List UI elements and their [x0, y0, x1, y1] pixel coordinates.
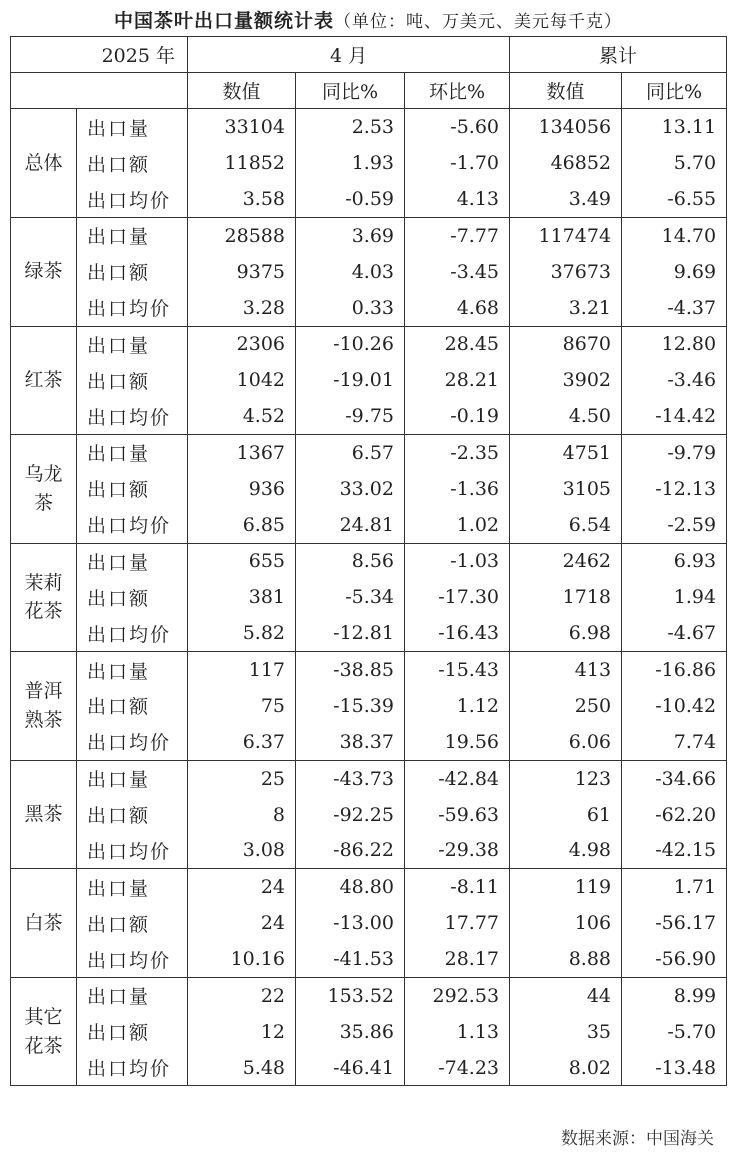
month-value-cell: 5.82 [188, 616, 296, 652]
month-value-cell: 12 [188, 1014, 296, 1050]
month-mom-cell: -15.43 [405, 652, 510, 688]
month-mom-cell: -1.70 [405, 145, 510, 181]
month-yoy-cell: 153.52 [296, 977, 405, 1013]
col-cum-yoy-header: 同比% [622, 73, 727, 109]
cumulative-header: 累计 [510, 37, 727, 73]
month-value-cell: 6.85 [188, 507, 296, 543]
category-cell [11, 109, 77, 218]
cum-value-cell: 8.88 [510, 941, 622, 977]
month-value-cell: 5.48 [188, 1050, 296, 1086]
month-mom-cell: 4.68 [405, 290, 510, 326]
month-mom-cell: 1.12 [405, 688, 510, 724]
month-mom-cell: -7.77 [405, 217, 510, 253]
month-value-cell: 3.58 [188, 181, 296, 217]
category-cell [11, 217, 77, 326]
month-mom-cell: -16.43 [405, 616, 510, 652]
month-value-cell: 3.08 [188, 833, 296, 869]
indicator-cell: 出口额 [77, 905, 188, 941]
cum-yoy-cell: -2.59 [622, 507, 727, 543]
cum-yoy-cell: -56.17 [622, 905, 727, 941]
table-row [11, 905, 727, 941]
month-mom-cell: 17.77 [405, 905, 510, 941]
category-label: 总体 [24, 151, 63, 174]
month-mom-cell: 1.13 [405, 1014, 510, 1050]
category-label: 其它花茶 [24, 1006, 63, 1057]
month-value-cell: 24 [188, 905, 296, 941]
cum-value-cell: 123 [510, 760, 622, 796]
title-text: 中国茶叶出口量额统计表 [113, 10, 334, 32]
category-label: 红茶 [24, 369, 63, 392]
cum-yoy-cell: -4.37 [622, 290, 727, 326]
month-mom-cell: 292.53 [405, 977, 510, 1013]
month-mom-cell: -5.60 [405, 109, 510, 145]
indicator-cell: 出口均价 [77, 616, 188, 652]
month-yoy-cell: 8.56 [296, 543, 405, 579]
indicator-cell: 出口额 [77, 254, 188, 290]
month-mom-cell: 28.21 [405, 362, 510, 398]
category-label: 普洱熟茶 [24, 680, 63, 731]
month-value-cell: 11852 [188, 145, 296, 181]
export-stats-table [10, 36, 727, 1086]
month-yoy-cell: -15.39 [296, 688, 405, 724]
cum-value-cell: 4751 [510, 435, 622, 471]
indicator-cell: 出口量 [77, 435, 188, 471]
month-value-cell: 2306 [188, 326, 296, 362]
cum-yoy-cell: -12.13 [622, 471, 727, 507]
table-row [11, 616, 727, 652]
table-row [11, 941, 727, 977]
cum-yoy-cell: 1.71 [622, 869, 727, 905]
month-value-cell: 3.28 [188, 290, 296, 326]
month-yoy-cell: -12.81 [296, 616, 405, 652]
cum-yoy-cell: 9.69 [622, 254, 727, 290]
cum-value-cell: 1718 [510, 579, 622, 615]
month-yoy-cell: 6.57 [296, 435, 405, 471]
month-mom-cell: -74.23 [405, 1050, 510, 1086]
month-yoy-cell: 35.86 [296, 1014, 405, 1050]
indicator-cell: 出口额 [77, 1014, 188, 1050]
month-value-cell: 8 [188, 796, 296, 832]
cum-yoy-cell: 12.80 [622, 326, 727, 362]
indicator-cell: 出口额 [77, 145, 188, 181]
indicator-cell: 出口量 [77, 109, 188, 145]
month-value-cell: 117 [188, 652, 296, 688]
category-label: 白茶 [24, 911, 63, 934]
col-yoy-header: 同比% [296, 73, 405, 109]
table-row [11, 507, 727, 543]
header-corner [11, 73, 188, 109]
cum-value-cell: 413 [510, 652, 622, 688]
month-mom-cell: -29.38 [405, 833, 510, 869]
cum-yoy-cell: -6.55 [622, 181, 727, 217]
indicator-cell: 出口额 [77, 688, 188, 724]
indicator-cell: 出口额 [77, 362, 188, 398]
cum-value-cell: 3902 [510, 362, 622, 398]
table-row [11, 398, 727, 434]
table-row [11, 1050, 727, 1086]
cum-value-cell: 8670 [510, 326, 622, 362]
cum-value-cell: 6.54 [510, 507, 622, 543]
cum-value-cell: 35 [510, 1014, 622, 1050]
cum-yoy-cell: -5.70 [622, 1014, 727, 1050]
category-label: 黑茶 [24, 803, 63, 826]
table-row [11, 977, 727, 1013]
cum-value-cell: 4.98 [510, 833, 622, 869]
month-mom-cell: -2.35 [405, 435, 510, 471]
col-cum-value-header: 数值 [510, 73, 622, 109]
table-row [11, 796, 727, 832]
cum-value-cell: 106 [510, 905, 622, 941]
cum-value-cell: 134056 [510, 109, 622, 145]
cum-yoy-cell: -62.20 [622, 796, 727, 832]
indicator-cell: 出口额 [77, 579, 188, 615]
month-yoy-cell: -46.41 [296, 1050, 405, 1086]
cum-yoy-cell: -14.42 [622, 398, 727, 434]
month-value-cell: 75 [188, 688, 296, 724]
month-mom-cell: -3.45 [405, 254, 510, 290]
month-value-cell: 33104 [188, 109, 296, 145]
cum-value-cell: 4.50 [510, 398, 622, 434]
indicator-cell: 出口量 [77, 977, 188, 1013]
table-row [11, 145, 727, 181]
indicator-cell: 出口均价 [77, 181, 188, 217]
month-header: 4 月 [188, 37, 510, 73]
month-value-cell: 22 [188, 977, 296, 1013]
category-cell [11, 652, 77, 761]
month-value-cell: 1367 [188, 435, 296, 471]
cum-yoy-cell: 6.93 [622, 543, 727, 579]
indicator-cell: 出口均价 [77, 398, 188, 434]
cum-yoy-cell: 13.11 [622, 109, 727, 145]
month-mom-cell: 1.02 [405, 507, 510, 543]
cum-yoy-cell: 1.94 [622, 579, 727, 615]
indicator-cell: 出口量 [77, 869, 188, 905]
category-label: 绿茶 [24, 260, 63, 283]
indicator-cell: 出口量 [77, 760, 188, 796]
month-value-cell: 1042 [188, 362, 296, 398]
cum-value-cell: 3.21 [510, 290, 622, 326]
indicator-cell: 出口均价 [77, 941, 188, 977]
cum-yoy-cell: -13.48 [622, 1050, 727, 1086]
month-value-cell: 25 [188, 760, 296, 796]
indicator-cell: 出口额 [77, 471, 188, 507]
month-yoy-cell: -5.34 [296, 579, 405, 615]
unit-note: （单位：吨、万美元、美元每千克） [334, 12, 622, 32]
month-yoy-cell: 4.03 [296, 254, 405, 290]
cum-value-cell: 8.02 [510, 1050, 622, 1086]
cum-value-cell: 6.98 [510, 616, 622, 652]
indicator-cell: 出口量 [77, 652, 188, 688]
cum-value-cell: 117474 [510, 217, 622, 253]
month-yoy-cell: -43.73 [296, 760, 405, 796]
category-cell [11, 435, 77, 544]
month-yoy-cell: 0.33 [296, 290, 405, 326]
cum-yoy-cell: 7.74 [622, 724, 727, 760]
month-mom-cell: -8.11 [405, 869, 510, 905]
month-yoy-cell: 24.81 [296, 507, 405, 543]
cum-yoy-cell: -42.15 [622, 833, 727, 869]
table-row [11, 181, 727, 217]
month-yoy-cell: 2.53 [296, 109, 405, 145]
month-value-cell: 24 [188, 869, 296, 905]
month-yoy-cell: -86.22 [296, 833, 405, 869]
cum-value-cell: 2462 [510, 543, 622, 579]
month-yoy-cell: 33.02 [296, 471, 405, 507]
indicator-cell: 出口均价 [77, 833, 188, 869]
col-value-header: 数值 [188, 73, 296, 109]
cum-value-cell: 3105 [510, 471, 622, 507]
month-mom-cell: -0.19 [405, 398, 510, 434]
month-mom-cell: -42.84 [405, 760, 510, 796]
month-yoy-cell: -10.26 [296, 326, 405, 362]
cum-yoy-cell: -16.86 [622, 652, 727, 688]
table-row [11, 833, 727, 869]
header-row-2 [11, 73, 727, 109]
indicator-cell: 出口量 [77, 543, 188, 579]
table-row [11, 1014, 727, 1050]
table-row [11, 652, 727, 688]
indicator-cell: 出口均价 [77, 1050, 188, 1086]
indicator-cell: 出口均价 [77, 290, 188, 326]
month-value-cell: 655 [188, 543, 296, 579]
indicator-cell: 出口量 [77, 326, 188, 362]
year-header: 2025 年 [11, 37, 188, 73]
col-mom-header: 环比% [405, 73, 510, 109]
month-mom-cell: 28.17 [405, 941, 510, 977]
category-label: 乌龙茶 [24, 463, 63, 514]
cum-yoy-cell: -10.42 [622, 688, 727, 724]
cum-yoy-cell: -56.90 [622, 941, 727, 977]
month-yoy-cell: -38.85 [296, 652, 405, 688]
table-row [11, 579, 727, 615]
month-value-cell: 381 [188, 579, 296, 615]
month-yoy-cell: -19.01 [296, 362, 405, 398]
table-row [11, 362, 727, 398]
month-yoy-cell: 1.93 [296, 145, 405, 181]
category-cell [11, 326, 77, 435]
month-value-cell: 9375 [188, 254, 296, 290]
month-value-cell: 10.16 [188, 941, 296, 977]
month-yoy-cell: -92.25 [296, 796, 405, 832]
indicator-cell: 出口均价 [77, 724, 188, 760]
cum-yoy-cell: -34.66 [622, 760, 727, 796]
table-row [11, 724, 727, 760]
cum-yoy-cell: 14.70 [622, 217, 727, 253]
data-source-note: 数据来源：中国海关 [561, 1129, 714, 1149]
table-body [11, 109, 727, 1086]
month-yoy-cell: -13.00 [296, 905, 405, 941]
month-mom-cell: 4.13 [405, 181, 510, 217]
month-value-cell: 4.52 [188, 398, 296, 434]
month-value-cell: 28588 [188, 217, 296, 253]
indicator-cell: 出口额 [77, 796, 188, 832]
cum-value-cell: 119 [510, 869, 622, 905]
month-mom-cell: -17.30 [405, 579, 510, 615]
table-row [11, 254, 727, 290]
month-yoy-cell: -0.59 [296, 181, 405, 217]
month-mom-cell: 19.56 [405, 724, 510, 760]
cum-yoy-cell: -4.67 [622, 616, 727, 652]
indicator-cell: 出口均价 [77, 507, 188, 543]
cum-value-cell: 3.49 [510, 181, 622, 217]
month-yoy-cell: 3.69 [296, 217, 405, 253]
table-row [11, 217, 727, 253]
month-mom-cell: -1.36 [405, 471, 510, 507]
month-yoy-cell: 48.80 [296, 869, 405, 905]
cum-yoy-cell: -3.46 [622, 362, 727, 398]
header-row-1 [11, 37, 727, 73]
category-cell [11, 977, 77, 1086]
month-yoy-cell: -9.75 [296, 398, 405, 434]
cum-yoy-cell: 8.99 [622, 977, 727, 1013]
table-row [11, 326, 727, 362]
category-label: 茉莉花茶 [24, 571, 63, 623]
table-row [11, 760, 727, 796]
month-mom-cell: 28.45 [405, 326, 510, 362]
cum-value-cell: 44 [510, 977, 622, 1013]
indicator-cell: 出口量 [77, 217, 188, 253]
cum-value-cell: 6.06 [510, 724, 622, 760]
category-cell [11, 760, 77, 869]
category-cell [11, 869, 77, 978]
month-yoy-cell: -41.53 [296, 941, 405, 977]
cum-yoy-cell: 5.70 [622, 145, 727, 181]
cum-value-cell: 37673 [510, 254, 622, 290]
table-row [11, 109, 727, 145]
table-row [11, 543, 727, 579]
cum-value-cell: 61 [510, 796, 622, 832]
table-row [11, 471, 727, 507]
cum-value-cell: 46852 [510, 145, 622, 181]
cum-yoy-cell: -9.79 [622, 435, 727, 471]
table-row [11, 435, 727, 471]
month-mom-cell: -1.03 [405, 543, 510, 579]
month-value-cell: 936 [188, 471, 296, 507]
category-cell [11, 543, 77, 652]
table-row [11, 688, 727, 724]
table-row [11, 869, 727, 905]
cum-value-cell: 250 [510, 688, 622, 724]
table-title [0, 6, 736, 33]
month-yoy-cell: 38.37 [296, 724, 405, 760]
month-value-cell: 6.37 [188, 724, 296, 760]
table-row [11, 290, 727, 326]
month-mom-cell: -59.63 [405, 796, 510, 832]
